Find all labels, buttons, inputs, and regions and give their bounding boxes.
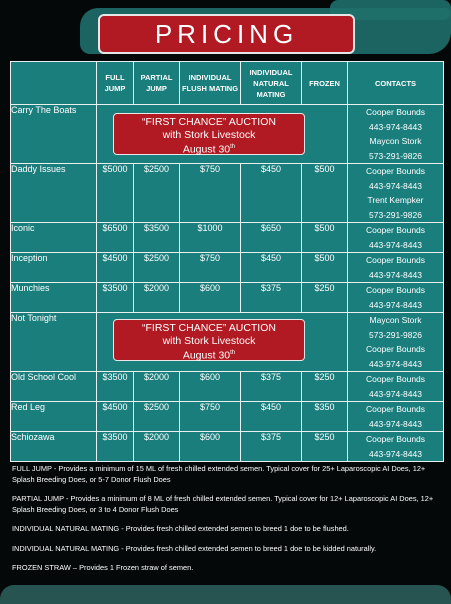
note-full-jump: FULL JUMP - Provides a minimum of 15 ML of fresh chilled extended semen. Typical cover for 25+ Laparoscopic AI Does, 12+ Splash Breeding Does, or 5-7 Donor Flush Does [12,464,426,484]
buck-name: Munchies [11,283,97,313]
auction-title: “FIRST CHANCE” AUCTION [142,116,276,128]
buck-name: Schiozawa [11,432,97,462]
price-natural-mating: $375 [241,283,302,313]
buck-name: Daddy Issues [11,164,97,223]
contact-phone[interactable]: 573-291-9826 [369,329,422,340]
contact-phone[interactable]: 443-974-8443 [369,180,422,191]
contact-phone[interactable]: 443-974-8443 [369,239,422,250]
price-frozen: $250 [302,283,348,313]
table-row [11,223,444,253]
price-flush-mating: $600 [180,372,241,402]
contact-phone[interactable]: 443-974-8443 [369,418,422,429]
price-flush-mating: $750 [180,402,241,432]
table-row [11,253,444,283]
contact-phone[interactable]: 573-291-9826 [369,209,422,220]
contact-phone[interactable]: 443-974-8443 [369,299,422,310]
table-row [11,164,444,223]
price-partial-jump: $3500 [134,223,180,253]
column-header: CONTACTS [348,62,444,105]
page-title: PRICING [98,14,355,54]
price-partial-jump: $2500 [134,164,180,223]
buck-name: Not Tonight [11,313,97,372]
auction-host: with Stork Livestock [162,128,256,141]
column-header: FROZEN [302,62,348,105]
price-natural-mating: $650 [241,223,302,253]
contact-name: Cooper Bounds [365,285,426,295]
price-full-jump: $4500 [97,253,134,283]
contact-name: Cooper Bounds [365,344,426,354]
table-row [11,105,444,164]
price-frozen: $500 [302,253,348,283]
contact-name: Cooper Bounds [365,374,426,384]
auction-date: August 30th [182,143,236,156]
buck-name: Old School Cool [11,372,97,402]
contact-cell [348,283,444,313]
buck-name: Red Leg [11,402,97,432]
price-frozen: $500 [302,223,348,253]
contact-cell [348,372,444,402]
price-flush-mating: $1000 [180,223,241,253]
contact-cell [348,402,444,432]
contact-cell [348,313,444,372]
price-natural-mating: $450 [241,253,302,283]
buck-name: Iconic [11,223,97,253]
price-flush-mating: $600 [180,432,241,462]
contact-name: Cooper Bounds [365,166,426,176]
price-flush-mating: $750 [180,253,241,283]
price-natural-mating: $450 [241,402,302,432]
price-full-jump: $3500 [97,283,134,313]
column-header: FULL JUMP [97,62,134,105]
contact-name: Maycon Stork [369,136,422,146]
auction-banner [113,113,305,155]
contact-phone[interactable]: 573-291-9826 [369,150,422,161]
price-natural-mating: $450 [241,164,302,223]
price-natural-mating: $375 [241,372,302,402]
note-natural-mating: INDIVIDUAL NATURAL MATING - Provides fresh chilled extended semen to breed 1 doe to be kidded naturally. [12,543,377,553]
contact-phone[interactable]: 443-974-8443 [369,121,422,132]
header-row [11,62,444,105]
contact-name: Cooper Bounds [365,404,426,414]
contact-cell [348,105,444,164]
price-full-jump: $3500 [97,372,134,402]
price-natural-mating: $375 [241,432,302,462]
price-partial-jump: $2000 [134,432,180,462]
auction-date: August 30th [182,349,236,362]
table-row [11,372,444,402]
price-partial-jump: $2000 [134,283,180,313]
note-partial-jump: PARTIAL JUMP - Provides a minimum of 8 ML of fresh chilled extended semen. Typical cover for 12+ Laparoscopic AI Does, 12+ Splash Breeding Does, or 3 to 4 Donor Flush Does [12,494,434,514]
note-frozen-straw: FROZEN STRAW – Provides 1 Frozen straw of semen. [12,563,194,572]
contact-name: Cooper Bounds [365,225,426,235]
auction-title: “FIRST CHANCE” AUCTION [142,322,276,334]
pricing-table [10,61,444,462]
buck-name: Inception [11,253,97,283]
contact-cell [348,253,444,283]
contact-cell [348,164,444,223]
price-full-jump: $3500 [97,432,134,462]
price-partial-jump: $2500 [134,253,180,283]
table-row [11,313,444,372]
price-frozen: $250 [302,372,348,402]
auction-cell [97,313,348,372]
buck-name: Carry The Boats [11,105,97,164]
contact-phone[interactable]: 443-974-8443 [369,448,422,459]
contact-phone[interactable]: 443-974-8443 [369,358,422,369]
contact-name: Maycon Stork [369,315,422,325]
pricing-notes [12,464,440,583]
table-row [11,402,444,432]
auction-host: with Stork Livestock [162,334,256,347]
contact-cell [348,432,444,462]
contact-phone[interactable]: 443-974-8443 [369,388,422,399]
teal-brush-stroke-bottom [0,585,451,604]
auction-cell [97,105,348,164]
price-full-jump: $6500 [97,223,134,253]
price-frozen: $250 [302,432,348,462]
price-frozen: $350 [302,402,348,432]
price-full-jump: $4500 [97,402,134,432]
contact-cell [348,223,444,253]
column-header: PARTIAL JUMP [134,62,180,105]
contact-name: Cooper Bounds [365,434,426,444]
contact-name: Cooper Bounds [365,255,426,265]
contact-phone[interactable]: 443-974-8443 [369,269,422,280]
price-flush-mating: $600 [180,283,241,313]
price-partial-jump: $2000 [134,372,180,402]
price-flush-mating: $750 [180,164,241,223]
column-header: INDIVIDUAL FLUSH MATING [180,62,241,105]
contact-name: Cooper Bounds [365,107,426,117]
column-header: INDIVIDUAL NATURAL MATING [241,62,302,105]
price-partial-jump: $2500 [134,402,180,432]
price-frozen: $500 [302,164,348,223]
note-flush-mating: INDIVIDUAL NATURAL MATING - Provides fresh chilled extended semen to breed 1 doe to be flushed. [12,524,349,533]
contact-name: Trent Kempker [367,195,424,205]
table-row [11,283,444,313]
price-full-jump: $5000 [97,164,134,223]
column-header [11,62,97,105]
table-row [11,432,444,462]
auction-banner [113,319,305,361]
